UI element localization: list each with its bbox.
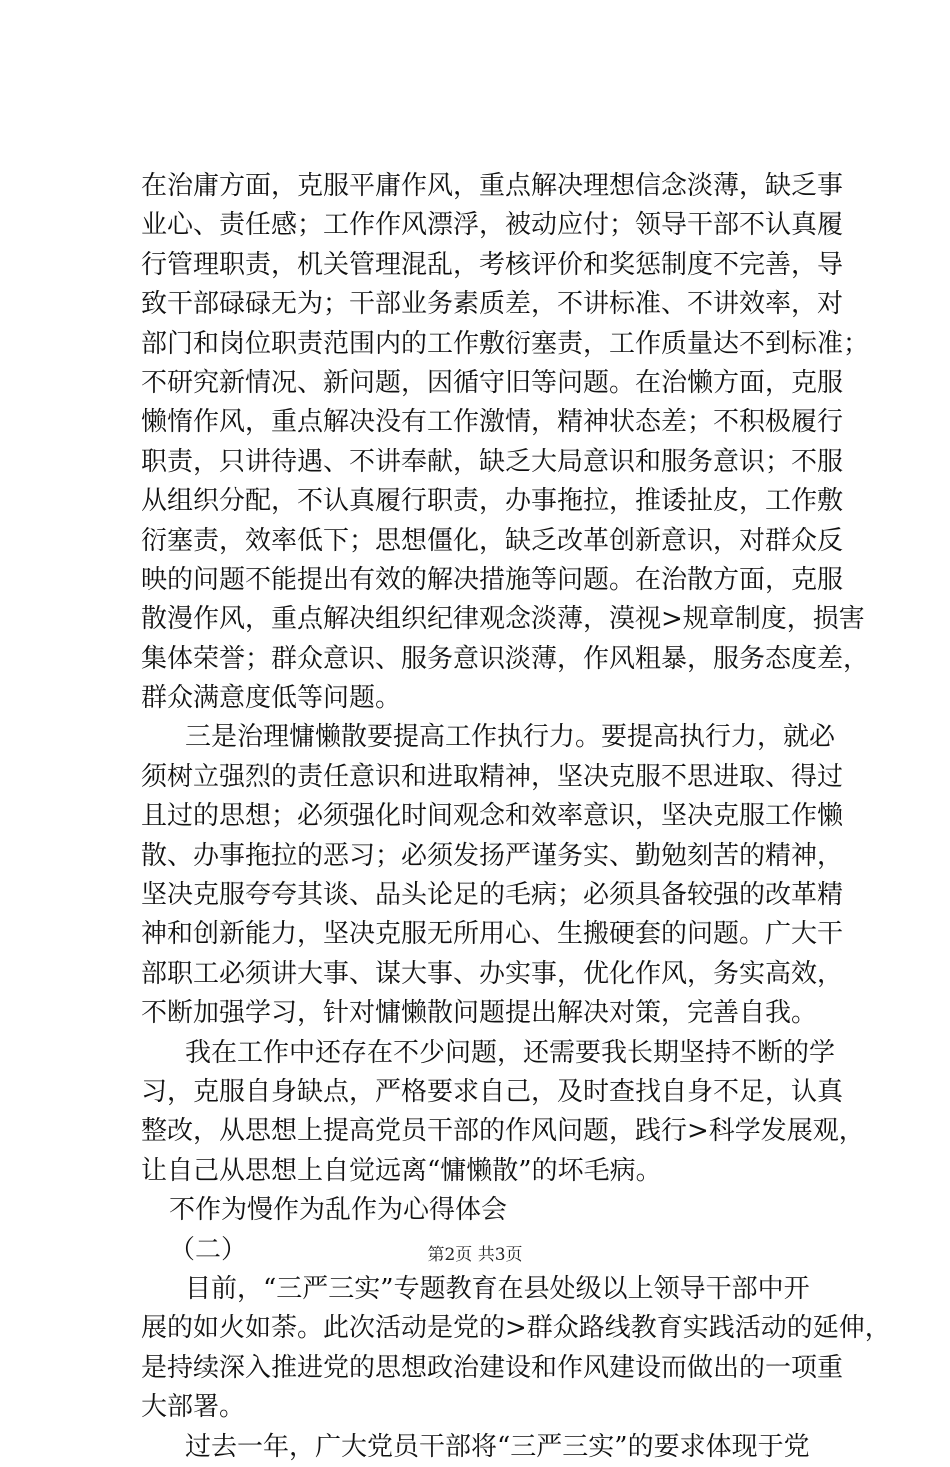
text-line: （二） bbox=[169, 1234, 248, 1265]
text-line: 不作为慢作为乱作为心得体会 bbox=[169, 1195, 508, 1226]
document-body bbox=[141, 167, 891, 1467]
text-line: 散漫作风，重点解决组织纪律观念淡薄，漠视>规章制度，损害 bbox=[141, 604, 865, 635]
text-line: 职责，只讲待遇、不讲奉献，缺乏大局意识和服务意识；不服 bbox=[141, 446, 844, 477]
text-line: 目前，“三严三实”专题教育在县处级以上领导干部中开 bbox=[185, 1273, 810, 1304]
text-line: 衍塞责，效率低下；思想僵化，缺乏改革创新意识，对群众反 bbox=[141, 525, 844, 556]
text-line: 三是治理慵懒散要提高工作执行力。要提高执行力，就必 bbox=[185, 722, 836, 753]
text-line: 整改，从思想上提高党员干部的作风问题，践行>科学发展观， bbox=[141, 1116, 865, 1147]
text-line: 展的如火如荼。此次活动是党的>群众路线教育实践活动的延伸， bbox=[141, 1313, 891, 1344]
text-line: 过去一年，广大党员干部将“三严三实”的要求体现于党 bbox=[185, 1431, 810, 1462]
text-line: 在治庸方面，克服平庸作风，重点解决理想信念淡薄，缺乏事 bbox=[141, 171, 844, 201]
text-line: 业心、责任感；工作作风漂浮，被动应付；领导干部不认真履 bbox=[141, 210, 844, 241]
text-line: 我在工作中还存在不少问题，还需要我长期坚持不断的学 bbox=[185, 1037, 836, 1068]
text-line: 群众满意度低等问题。 bbox=[141, 683, 402, 714]
text-line: 不研究新情况、新问题，因循守旧等问题。在治懒方面，克服 bbox=[141, 367, 844, 398]
text-line: 坚决克服夸夸其谈、品头论足的毛病；必须具备较强的改革精 bbox=[141, 880, 844, 911]
text-line: 致干部碌碌无为；干部业务素质差，不讲标准、不讲效率，对 bbox=[141, 289, 844, 320]
text-line: 映的问题不能提出有效的解决措施等问题。在治散方面，克服 bbox=[141, 564, 844, 595]
text-line: 行管理职责，机关管理混乱，考核评价和奖惩制度不完善，导 bbox=[141, 249, 844, 280]
text-line: 部职工必须讲大事、谋大事、办实事，优化作风，务实高效， bbox=[141, 958, 844, 989]
text-line: 懒惰作风，重点解决没有工作激情，精神状态差；不积极履行 bbox=[141, 407, 844, 438]
text-line: 是持续深入推进党的思想政治建设和作风建设而做出的一项重 bbox=[141, 1352, 844, 1383]
text-line: 散、办事拖拉的恶习；必须发扬严谨务实、勤勉刻苦的精神， bbox=[141, 840, 844, 871]
text-line: 习，克服自身缺点，严格要求自己，及时查找自身不足，认真 bbox=[141, 1076, 844, 1107]
text-line: 部门和岗位职责范围内的工作敷衍塞责，工作质量达不到标准； bbox=[141, 328, 870, 359]
text-line: 大部署。 bbox=[141, 1392, 246, 1423]
page-footer: 第2页 共3页 bbox=[427, 1245, 523, 1265]
text-line: 且过的思想；必须强化时间观念和效率意识，坚决克服工作懒 bbox=[141, 801, 844, 832]
text-line: 须树立强烈的责任意识和进取精神，坚决克服不思进取、得过 bbox=[141, 761, 844, 792]
text-line: 让自己从思想上自觉远离“慵懒散”的坏毛病。 bbox=[141, 1155, 662, 1186]
text-line: 从组织分配，不认真履行职责，办事拖拉，推诿扯皮，工作敷 bbox=[141, 486, 844, 517]
text-line: 不断加强学习，针对慵懒散问题提出解决对策，完善自我。 bbox=[141, 998, 818, 1029]
text-line: 集体荣誉；群众意识、服务意识淡薄，作风粗暴，服务态度差， bbox=[141, 643, 870, 674]
text-line: 神和创新能力，坚决克服无所用心、生搬硬套的问题。广大干 bbox=[141, 919, 844, 950]
